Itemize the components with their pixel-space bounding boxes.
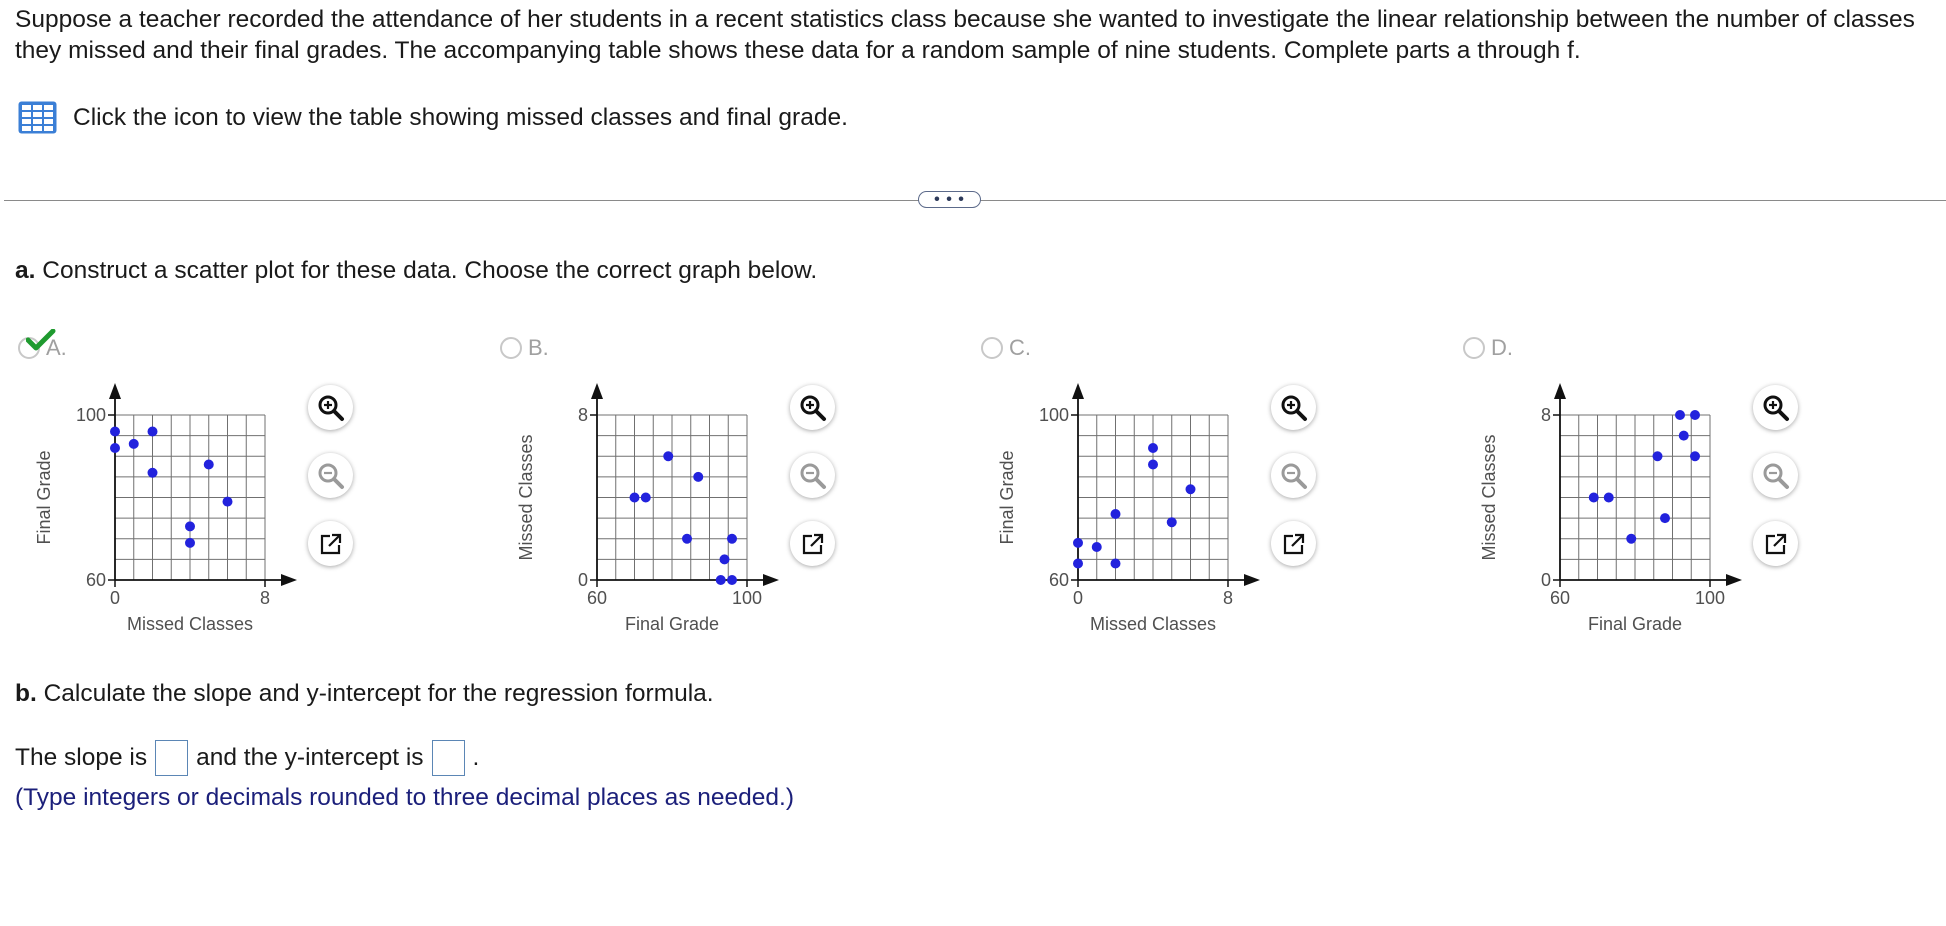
data-point xyxy=(1690,410,1700,420)
x-tick-label: 60 xyxy=(586,588,608,608)
option-b[interactable] xyxy=(500,335,830,635)
zoom-in-icon xyxy=(317,394,345,422)
part-a-label: a. xyxy=(15,257,36,284)
option-b-open-new-window-button[interactable] xyxy=(790,521,835,566)
x-axis-arrow xyxy=(1726,574,1742,586)
y-tick-label: 100 xyxy=(75,405,106,425)
zoom-out-icon xyxy=(317,462,345,490)
slope-input[interactable] xyxy=(155,740,188,776)
data-point xyxy=(1660,513,1670,523)
radio-option-c[interactable] xyxy=(981,337,1003,359)
data-point xyxy=(110,443,120,453)
table-icon[interactable] xyxy=(18,101,57,134)
data-point xyxy=(693,472,703,482)
data-point xyxy=(720,554,730,564)
option-d[interactable] xyxy=(1463,335,1793,635)
data-point xyxy=(716,575,726,585)
y-axis-label: Final Grade xyxy=(997,450,1017,545)
option-a-letter: A. xyxy=(46,335,67,360)
y-axis-label: Missed Classes xyxy=(516,434,536,561)
y-tick-label: 60 xyxy=(1048,570,1069,590)
y-axis-arrow xyxy=(1554,383,1566,399)
option-c-open-new-window-button[interactable] xyxy=(1271,521,1316,566)
data-point xyxy=(1111,509,1121,519)
x-tick-label: 8 xyxy=(259,588,271,608)
option-b-zoom-in-button[interactable] xyxy=(790,385,835,430)
zoom-in-icon xyxy=(1280,394,1308,422)
answer-hint: (Type integers or decimals rounded to three decimal places as needed.) xyxy=(15,784,794,811)
option-a[interactable] xyxy=(18,335,348,635)
part-a-question xyxy=(15,257,817,285)
y-axis-label: Missed Classes xyxy=(1479,434,1499,561)
data-point xyxy=(185,521,195,531)
data-point xyxy=(1604,493,1614,503)
option-d-zoom-out-button[interactable] xyxy=(1753,453,1798,498)
x-tick-label: 0 xyxy=(1072,588,1084,608)
y-axis-arrow xyxy=(591,383,603,399)
y-tick-label: 0 xyxy=(577,570,588,590)
table-link[interactable] xyxy=(18,101,848,134)
x-tick-label: 0 xyxy=(109,588,121,608)
scatter-plot-c[interactable] xyxy=(981,375,1271,635)
slope-prefix: The slope is xyxy=(15,744,148,771)
problem-intro: Suppose a teacher recorded the attendance of her students in a recent statistics class because she wanted to investigate the linear relationship between the number of classes they missed and their final grades. The accompanying table shows these data for a random sample of nine students. Complete parts a through f. xyxy=(15,6,1915,64)
option-c-zoom-in-button[interactable] xyxy=(1271,385,1316,430)
part-b-label: b. xyxy=(15,680,37,707)
data-point xyxy=(1653,451,1663,461)
data-point xyxy=(1626,534,1636,544)
intercept-prefix: and the y-intercept is xyxy=(196,744,424,771)
data-point xyxy=(1690,451,1700,461)
expand-more-button[interactable]: • • • xyxy=(918,191,981,208)
x-axis-label: Missed Classes xyxy=(1089,614,1217,634)
option-a-zoom-out-button[interactable] xyxy=(308,453,353,498)
external-link-icon xyxy=(318,531,344,557)
data-point xyxy=(663,451,673,461)
x-tick-label: 100 xyxy=(731,588,763,608)
data-point xyxy=(204,460,214,470)
option-c-zoom-out-button[interactable] xyxy=(1271,453,1316,498)
data-point xyxy=(1675,410,1685,420)
y-tick-label: 100 xyxy=(1038,405,1069,425)
data-point xyxy=(1073,559,1083,569)
y-tick-label: 60 xyxy=(85,570,106,590)
option-b-zoom-out-button[interactable] xyxy=(790,453,835,498)
x-axis-label: Final Grade xyxy=(1587,614,1683,634)
x-axis-label: Final Grade xyxy=(624,614,720,634)
x-tick-label: 8 xyxy=(1222,588,1234,608)
x-tick-label: 60 xyxy=(1549,588,1571,608)
option-d-letter: D. xyxy=(1491,335,1513,360)
answer-suffix: . xyxy=(472,744,480,771)
data-point xyxy=(1148,460,1158,470)
scatter-plot-b[interactable] xyxy=(500,375,790,635)
zoom-out-icon xyxy=(1762,462,1790,490)
option-c-letter: C. xyxy=(1009,335,1031,360)
data-point xyxy=(129,439,139,449)
external-link-icon xyxy=(800,531,826,557)
data-point xyxy=(1589,493,1599,503)
x-axis-arrow xyxy=(1244,574,1260,586)
option-a-open-new-window-button[interactable] xyxy=(308,521,353,566)
option-a-zoom-in-button[interactable] xyxy=(308,385,353,430)
y-axis-label: Final Grade xyxy=(34,450,54,545)
check-icon xyxy=(26,329,56,351)
data-point xyxy=(148,468,158,478)
data-point xyxy=(1167,517,1177,527)
y-tick-label: 0 xyxy=(1540,570,1551,590)
external-link-icon xyxy=(1281,531,1307,557)
data-point xyxy=(727,534,737,544)
data-point xyxy=(727,575,737,585)
x-axis-arrow xyxy=(281,574,297,586)
option-c[interactable] xyxy=(981,335,1311,635)
part-b-text: Calculate the slope and y-intercept for the regression formula. xyxy=(43,680,714,707)
data-point xyxy=(1111,559,1121,569)
option-d-open-new-window-button[interactable] xyxy=(1753,521,1798,566)
zoom-out-icon xyxy=(799,462,827,490)
data-point xyxy=(682,534,692,544)
data-point xyxy=(110,427,120,437)
y-tick-label: 8 xyxy=(577,405,588,425)
x-axis-label: Missed Classes xyxy=(126,614,254,634)
data-point xyxy=(630,493,640,503)
data-point xyxy=(1073,538,1083,548)
data-point xyxy=(223,497,233,507)
data-point xyxy=(1679,431,1689,441)
option-b-letter: B. xyxy=(528,335,549,360)
part-a-text: Construct a scatter plot for these data. Choose the correct graph below. xyxy=(42,257,818,284)
radio-option-d[interactable] xyxy=(1463,337,1485,359)
data-point xyxy=(641,493,651,503)
data-point xyxy=(185,538,195,548)
option-d-zoom-in-button[interactable] xyxy=(1753,385,1798,430)
scatter-plot-d[interactable] xyxy=(1463,375,1753,635)
zoom-out-icon xyxy=(1280,462,1308,490)
x-tick-label: 100 xyxy=(1694,588,1726,608)
data-point xyxy=(1186,484,1196,494)
y-intercept-input[interactable] xyxy=(432,740,465,776)
part-b-question xyxy=(15,680,714,708)
y-axis-arrow xyxy=(109,383,121,399)
data-point xyxy=(148,427,158,437)
external-link-icon xyxy=(1763,531,1789,557)
zoom-in-icon xyxy=(799,394,827,422)
data-point xyxy=(1092,542,1102,552)
y-tick-label: 8 xyxy=(1540,405,1551,425)
y-axis-arrow xyxy=(1072,383,1084,399)
answer-row xyxy=(15,740,479,776)
zoom-in-icon xyxy=(1762,394,1790,422)
x-axis-arrow xyxy=(763,574,779,586)
scatter-plot-a[interactable] xyxy=(18,375,308,635)
data-point xyxy=(1148,443,1158,453)
table-link-text[interactable]: Click the icon to view the table showing missed classes and final grade. xyxy=(73,103,848,131)
radio-option-b[interactable] xyxy=(500,337,522,359)
